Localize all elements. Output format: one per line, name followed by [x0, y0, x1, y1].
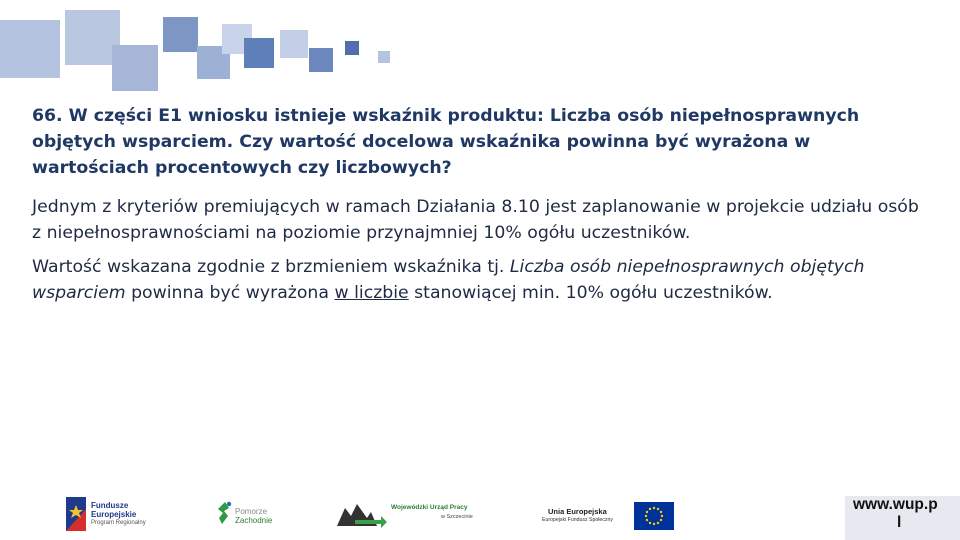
pomorze-zachodnie-icon [215, 500, 233, 526]
deco-square [309, 48, 333, 72]
logo3-line2: w Szczecinie [441, 514, 473, 520]
deco-square [0, 20, 60, 78]
deco-square [345, 41, 359, 55]
deco-square [163, 17, 198, 52]
website-url[interactable] [845, 496, 960, 540]
answer-paragraph-2-part: stanowiącej min. 10% ogółu uczestników. [408, 283, 773, 303]
answer-paragraph-2 [32, 254, 922, 306]
wup-mountains-icon [337, 500, 387, 528]
logo-pomorze-zachodnie [215, 500, 285, 530]
logo3-line1: Wojewódzki Urząd Pracy [391, 504, 468, 511]
indicator-name: Liczba osób niepełnosprawnych objętych wsparciem [32, 257, 865, 303]
logo-wup [337, 500, 487, 530]
logo-unia-europejska [540, 500, 680, 532]
url-line-1: www.wup.p [853, 496, 938, 513]
fundusze-europejskie-star-icon [66, 497, 86, 531]
logo-fundusze-europejskie [66, 495, 166, 535]
logo2-line1: Pomorze [235, 507, 268, 516]
decorative-squares [0, 0, 400, 100]
deco-square [280, 30, 308, 58]
deco-square [112, 45, 158, 91]
underlined-phrase: w liczbie [334, 283, 409, 303]
logo4-line1: Unia Europejska [548, 507, 607, 516]
logo4-line2: Europejski Fundusz Społeczny [542, 517, 613, 523]
logo1-line3: Program Regionalny [91, 520, 146, 526]
eu-flag-icon [634, 502, 674, 530]
deco-square [244, 38, 274, 68]
deco-square [378, 51, 390, 63]
logo2-line2: Zachodnie [235, 516, 273, 525]
footer-logos [0, 490, 960, 540]
answer-paragraph-1: Jednym z kryteriów premiujących w ramach Działania 8.10 jest zaplanowanie w projekcie udziału osób z niepełnosprawnościami na poziomie przynajmniej 10% ogółu uczestników. [32, 197, 919, 243]
answer-paragraph-2-part: Wartość wskazana zgodnie z brzmieniem wskaźnika tj. [32, 257, 510, 277]
logo1-line1: Fundusze [91, 501, 129, 510]
url-line-2: l [897, 514, 902, 531]
answer-paragraph-2-part: powinna być wyrażona [125, 283, 335, 303]
question-heading: 66. W części E1 wniosku istnieje wskaźnik produktu: Liczba osób niepełnosprawnych objętych wsparciem. Czy wartość docelowa wskaźnika powinna być wyrażona w wartościach procentowych czy liczbowych? [32, 106, 860, 178]
logo1-line2: Europejskie [91, 510, 137, 519]
